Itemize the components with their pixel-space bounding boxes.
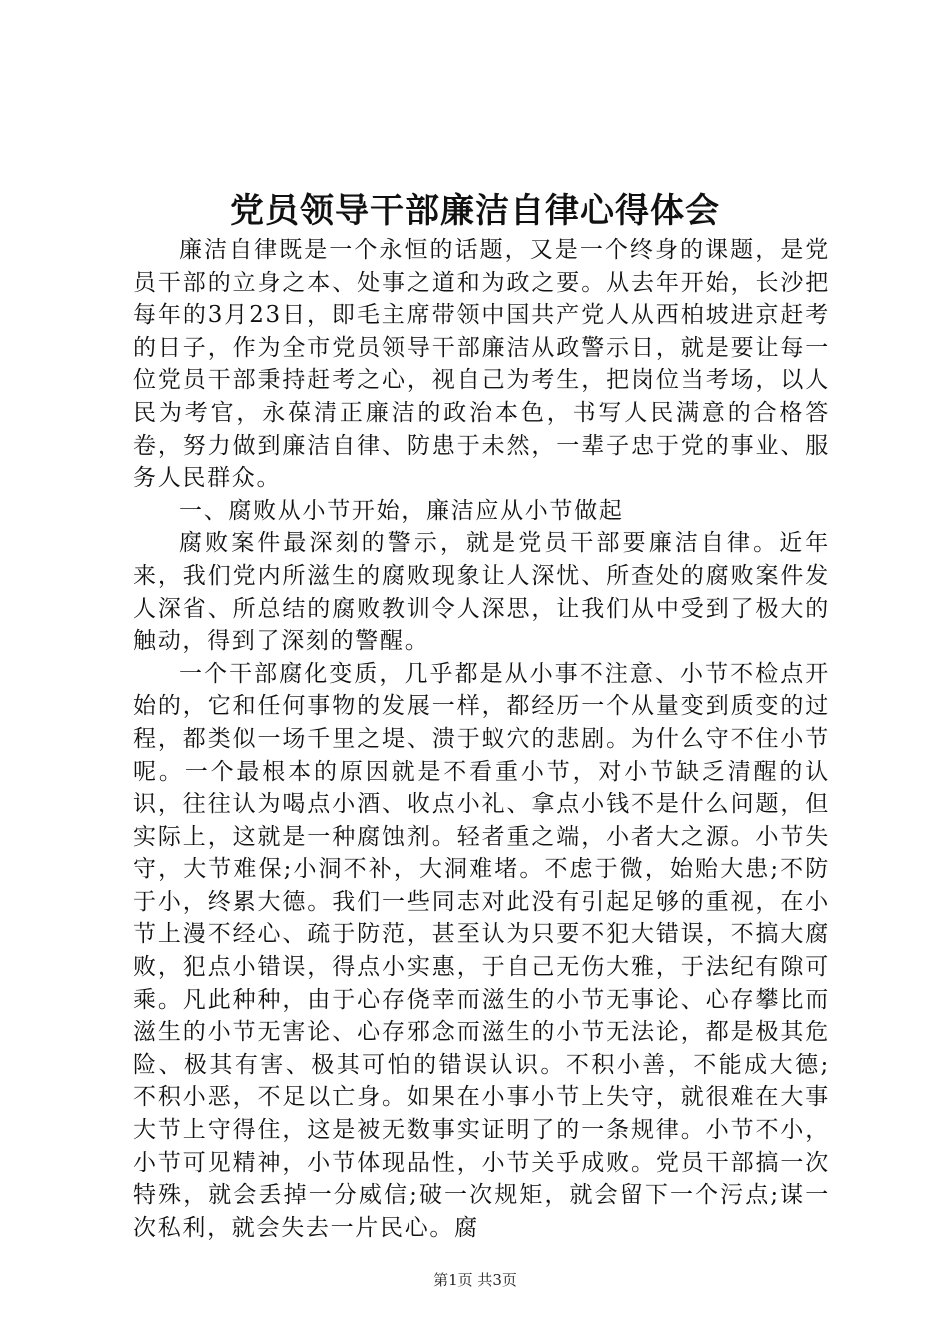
document-title: 党员领导干部廉洁自律心得体会 bbox=[230, 191, 720, 231]
document-body bbox=[133, 234, 830, 1244]
paragraph-small-details: 一个干部腐化变质，几乎都是从小事不注意、小节不检点开始的，它和任何事物的发展一样，都经历一个从量变到质变的过程，都类似一场千里之堤、溃于蚁穴的悲剧。为什么守不住小节呢。一个最根本的原因就是不看重小节，对小节缺乏清醒的认识，往往认为喝点小酒、收点小礼、拿点小钱不是什么问题，但实际上，这就是一种腐蚀剂。轻者重之端，小者大之源。小节失守，大节难保;小洞不补，大洞难堵。不虑于微，始贻大患;不防于小，终累大德。我们一些同志对此没有引起足够的重视，在小节上漫不经心、疏于防范，甚至认为只要不犯大错误，不搞大腐败，犯点小错误，得点小实惠，于自己无伤大雅，于法纪有隙可乘。凡此种种，由于心存侥幸而滋生的小节无事论、心存攀比而滋生的小节无害论、心存邪念而滋生的小节无法论，都是极其危险、极其有害、极其可怕的错误认识。不积小善，不能成大德;不积小恶，不足以亡身。如果在小事小节上失守，就很难在大事大节上守得住，这是被无数事实证明了的一条规律。小节不小，小节可见精神，小节体现品性，小节关乎成败。党员干部搞一次特殊，就会丢掉一分威信;破一次规矩，就会留下一个污点;谋一次私利，就会失去一片民心。腐 bbox=[133, 660, 830, 1241]
paragraph-warning: 腐败案件最深刻的警示，就是党员干部要廉洁自律。近年来，我们党内所滋生的腐败现象让人深忧、所查处的腐败案件发人深省、所总结的腐败教训令人深思，让我们从中受到了极大的触动，得到了深刻的警醒。 bbox=[133, 530, 830, 655]
paragraph-intro: 廉洁自律既是一个永恒的话题，又是一个终身的课题，是党员干部的立身之本、处事之道和为政之要。从去年开始，长沙把每年的3月23日，即毛主席带领中国共产党人从西柏坡进京赶考的日子，作为全市党员领导干部廉洁从政警示日，就是要让每一位党员干部秉持赶考之心，视自己为考生，把岗位当考场，以人民为考官，永葆清正廉洁的政治本色，书写人民满意的合格答卷，努力做到廉洁自律、防患于未然，一辈子忠于党的事业、服务人民群众。 bbox=[133, 237, 830, 492]
section-heading: 一、腐败从小节开始，廉洁应从小节做起 bbox=[179, 497, 624, 524]
page-number-footer: 第1页 共3页 bbox=[433, 1271, 517, 1289]
